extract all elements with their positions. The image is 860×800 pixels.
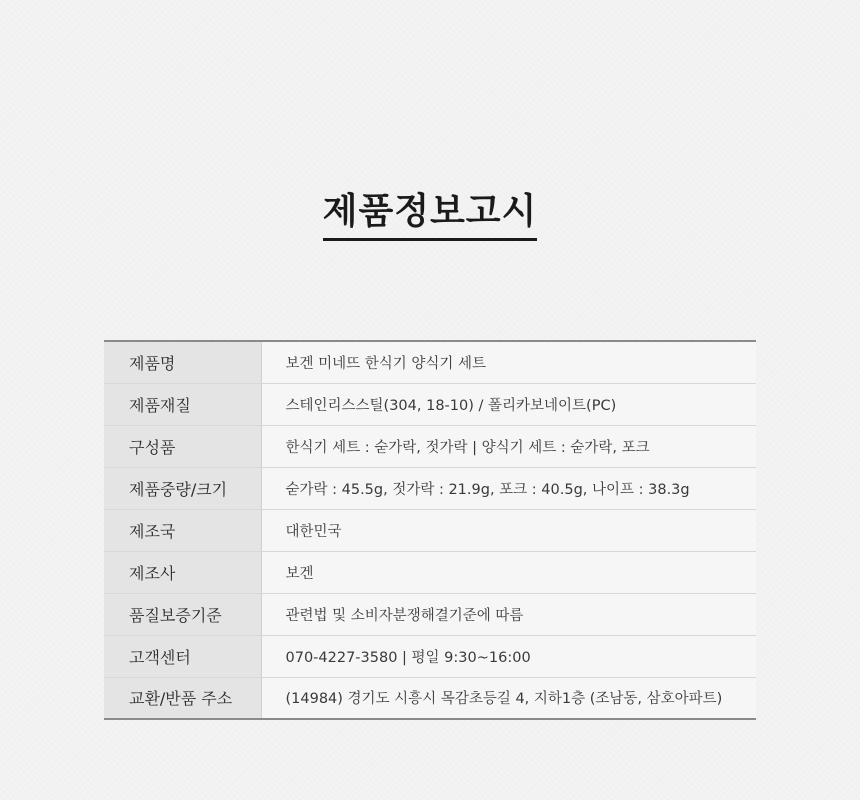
row-label: 제품재질 xyxy=(104,383,261,425)
row-label: 제품중량/크기 xyxy=(104,467,261,509)
table-row-quality-standard xyxy=(104,593,756,635)
row-label: 교환/반품 주소 xyxy=(104,677,261,719)
row-value: 스테인리스스틸(304, 18-10) / 폴리카보네이트(PC) xyxy=(261,383,756,425)
table-row-customer-center xyxy=(104,635,756,677)
table-row-product-name xyxy=(104,341,756,383)
table-row-country xyxy=(104,509,756,551)
title-section xyxy=(0,188,860,241)
row-label: 제품명 xyxy=(104,341,261,383)
row-value: 보겐 미네뜨 한식기 양식기 세트 xyxy=(261,341,756,383)
row-value: 070-4227-3580 | 평일 9:30~16:00 xyxy=(261,635,756,677)
table-row-weight-size xyxy=(104,467,756,509)
table-row-manufacturer xyxy=(104,551,756,593)
row-value: (14984) 경기도 시흥시 목감초등길 4, 지하1층 (조남동, 삼호아파트) xyxy=(261,677,756,719)
row-value: 한식기 세트 : 숟가락, 젓가락 | 양식기 세트 : 숟가락, 포크 xyxy=(261,425,756,467)
row-value: 관련법 및 소비자분쟁해결기준에 따름 xyxy=(261,593,756,635)
row-label: 제조사 xyxy=(104,551,261,593)
table-row-return-address xyxy=(104,677,756,719)
row-label: 고객센터 xyxy=(104,635,261,677)
table-row-material xyxy=(104,383,756,425)
row-label: 제조국 xyxy=(104,509,261,551)
row-label: 구성품 xyxy=(104,425,261,467)
row-value: 숟가락 : 45.5g, 젓가락 : 21.9g, 포크 : 40.5g, 나이프 : 38.3g xyxy=(261,467,756,509)
product-info-table xyxy=(104,340,756,720)
row-value: 대한민국 xyxy=(261,509,756,551)
row-label: 품질보증기준 xyxy=(104,593,261,635)
page-title: 제품정보고시 xyxy=(323,188,538,241)
table-row-components xyxy=(104,425,756,467)
row-value: 보겐 xyxy=(261,551,756,593)
